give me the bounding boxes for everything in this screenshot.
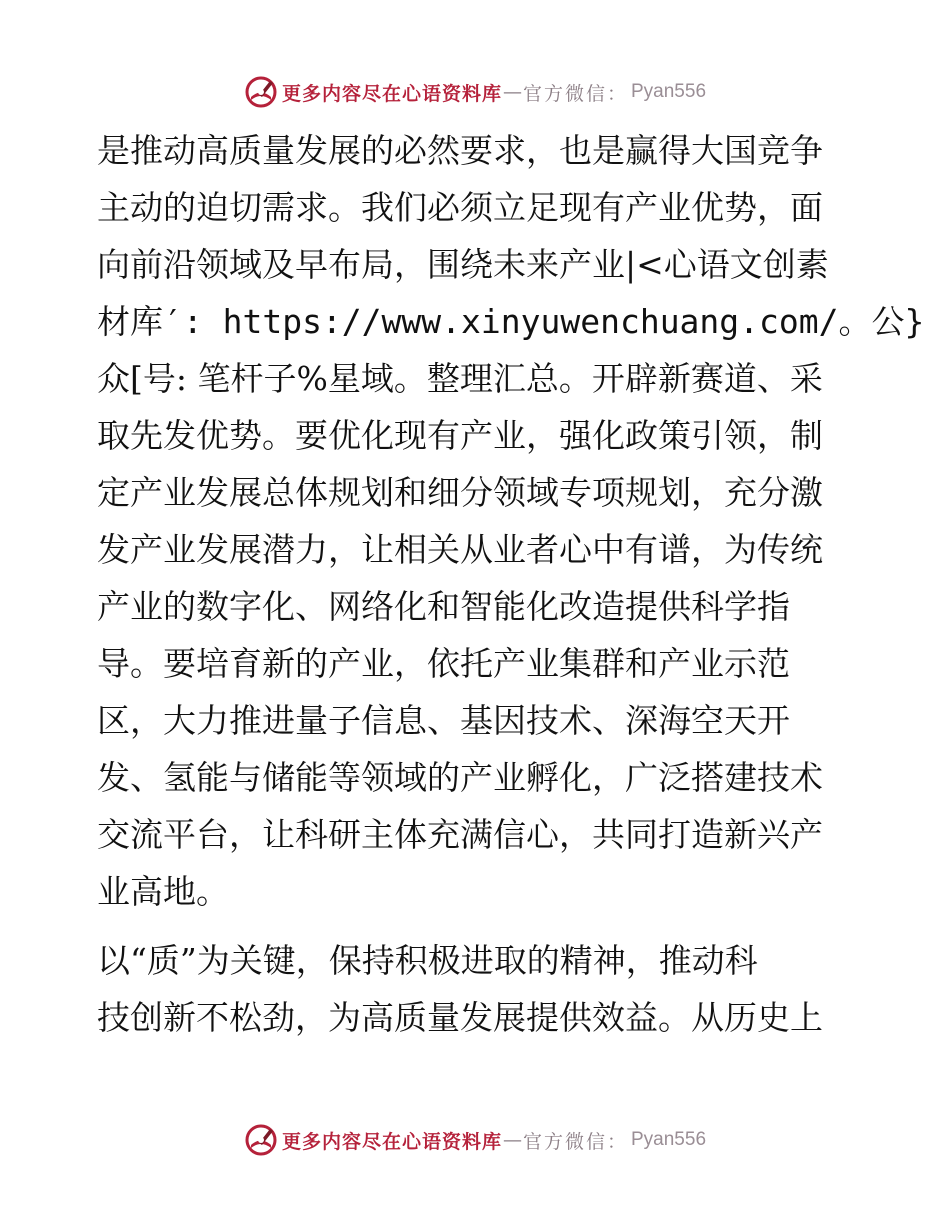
text-line: 交流平台，让科研主体充满信心，共同打造新兴产 (97, 815, 823, 854)
text-line: 定产业发展总体规划和细分领域专项规划，充分激 (97, 473, 823, 512)
text-line: 发、氢能与储能等领域的产业孵化，广泛搭建技术 (97, 758, 823, 797)
footer-watermark (0, 1120, 950, 1160)
text-line: 向前沿领域及早布局，围绕未来产业|<心语文创素 (97, 245, 829, 284)
watermark-subtitle: 官方微信： (522, 1130, 628, 1153)
watermark-title: 更多内容尽在心语资料库 (281, 1130, 502, 1153)
text-line: 导。要培育新的产业，依托产业集群和产业示范 (97, 644, 790, 683)
text-line: 以“质”为关键，保持积极进取的精神，推动科 (97, 941, 758, 980)
text-line: 主动的迫切需求。我们必须立足现有产业优势，面 (97, 188, 823, 227)
watermark-title: 更多内容尽在心语资料库 (281, 82, 502, 105)
paragraph-gap (97, 920, 857, 932)
book-pen-logo-icon (244, 1123, 278, 1157)
text-line: 技创新不松劲，为高质量发展提供效益。从历史上 (97, 998, 823, 1037)
watermark-subtitle: 官方微信： (522, 82, 628, 105)
watermark-wechat-id: Pyan556 (631, 81, 707, 102)
text-line-with-url: 材库′: https://www.xinyuwenchuang.com/。公} (97, 302, 925, 341)
document-body (97, 122, 925, 1046)
header-watermark (0, 72, 950, 112)
watermark-wechat-id: Pyan556 (631, 1129, 707, 1150)
text-line: 发产业发展潜力，让相关从业者心中有谱，为传统 (97, 530, 823, 569)
text-line: 产业的数字化、网络化和智能化改造提供科学指 (97, 587, 790, 626)
book-pen-logo-icon (244, 75, 278, 109)
watermark-dash: — (502, 1129, 522, 1151)
text-line: 是推动高质量发展的必然要求，也是赢得大国竞争 (97, 131, 823, 170)
text-line: 众[号: 笔杆子%星域。整理汇总。开辟新赛道、采 (97, 359, 823, 398)
text-line: 区，大力推进量子信息、基因技术、深海空天开 (97, 701, 790, 740)
text-line: 业高地。 (97, 872, 229, 911)
watermark-dash: — (502, 81, 522, 103)
text-line: 取先发优势。要优化现有产业，强化政策引领，制 (97, 416, 823, 455)
